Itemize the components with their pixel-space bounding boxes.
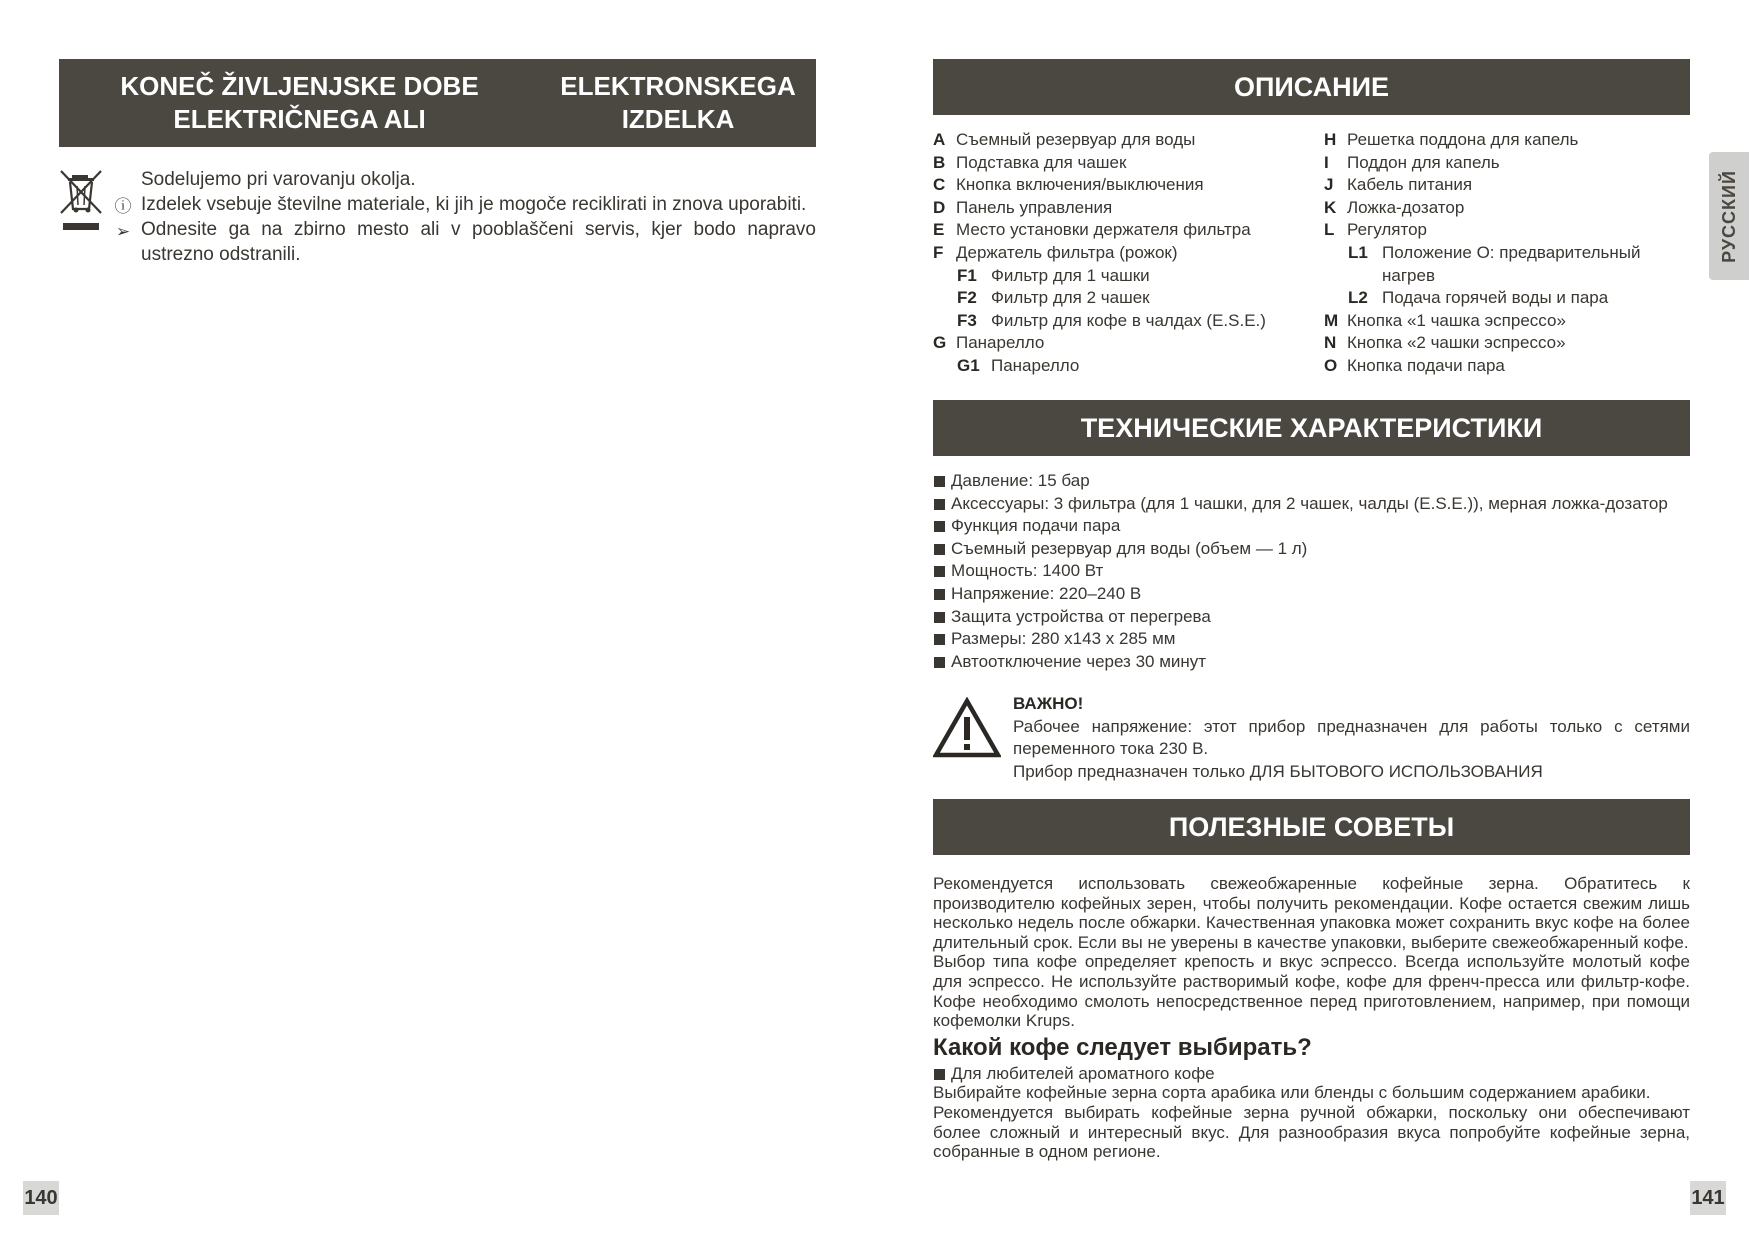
square-bullet-icon: [934, 476, 945, 487]
page-number-left: 140: [23, 1181, 59, 1215]
warning-line-2: Прибор предназначен только ДЛЯ БЫТОВОГО ИСПОЛЬЗОВАНИЯ: [1013, 761, 1543, 781]
item-letter: I: [1324, 152, 1329, 172]
item-letter: F2: [957, 288, 977, 308]
item-text: Фильтр для 1 чашки: [991, 265, 1150, 285]
item-letter: F: [933, 242, 944, 262]
list-item: [933, 493, 1690, 516]
spec-text: Автоотключение через 30 минут: [951, 651, 1207, 671]
item-text: Кнопка подачи пара: [1347, 355, 1505, 375]
item-letter: F1: [957, 265, 977, 285]
item-text: Кнопка «1 чашка эспрессо»: [1347, 310, 1566, 330]
item-letter: D: [933, 197, 946, 217]
item-text: Кнопка «2 чашки эспрессо»: [1347, 333, 1566, 353]
item-letter: L2: [1348, 288, 1368, 308]
item-text: Фильтр для кофе в чалдах (E.S.E.): [991, 310, 1266, 330]
description-heading: [933, 59, 1690, 115]
list-item: [933, 242, 1313, 265]
coffee-bullet-text: Для любителей ароматного кофе: [951, 1063, 1215, 1083]
tips-paragraph-2: Выбор типа кофе определяет крепость и вкус эспрессо. Всегда используйте молотый кофе для эспрессо. Не используйте растворимый кофе, кофе для френч-пресса или фильтр-кофе. Кофе необходимо смолоть непосредственное перед приготовлением, например, при помощи кофемолки Krups.: [933, 952, 1690, 1031]
item-letter: B: [933, 152, 946, 172]
item-text: Подставка для чашек: [956, 152, 1127, 172]
item-text: Кнопка включения/выключения: [956, 175, 1204, 195]
spec-text: Напряжение: 220–240 В: [951, 583, 1142, 603]
item-letter: A: [933, 130, 946, 149]
warning-triangle-icon: [933, 697, 1001, 759]
item-letter: L: [1324, 220, 1335, 240]
list-subitem: [933, 287, 1313, 310]
list-item: [1324, 152, 1690, 175]
warning-line-1: Рабочее напряжение: этот прибор предназначен для работы только с сетями переменного тока 230 В.: [1013, 716, 1690, 759]
item-text: Панель управления: [956, 197, 1113, 217]
item-letter: O: [1324, 355, 1338, 375]
item-text: Поддон для капель: [1347, 152, 1500, 172]
list-item: [933, 219, 1313, 242]
list-item: [1324, 174, 1690, 197]
coffee-choice-heading: Какой кофе следует выбирать?: [933, 1033, 1312, 1061]
tips-paragraph-1: Рекомендуется использовать свежеобжаренные кофейные зерна. Обратитесь к производителю кофейных зерен, чтобы получить рекомендации. Кофе остается свежим лишь несколько недель после обжарки. Качественная упаковка может сохранить вкус кофе на более длительный срок. Если вы не уверены в качестве упаковки, выберите свежеобжаренный кофе.: [933, 874, 1690, 952]
list-item: [933, 174, 1313, 197]
language-tab-label: РУССКИЙ: [1718, 169, 1739, 263]
eco-line: [59, 217, 816, 267]
eco-line-2: Izdelek vsebuje številne materiale, ki jih je mogoče reciklirati in znova uporabiti.: [141, 194, 807, 215]
square-bullet-icon: [934, 612, 945, 623]
square-bullet-icon: [934, 589, 945, 600]
item-text: Место установки держателя фильтра: [956, 220, 1251, 240]
item-text: Фильтр для 2 чашек: [991, 288, 1150, 308]
left-heading-line2: ELEKTRONSKEGA IZDELKA: [560, 71, 796, 134]
item-letter: C: [933, 175, 946, 195]
item-text: Съемный резервуар для воды: [956, 130, 1196, 149]
left-section-heading: [59, 59, 816, 147]
item-letter: H: [1324, 130, 1337, 149]
square-bullet-icon: [934, 566, 945, 577]
spec-text: Защита устройства от перегрева: [951, 606, 1211, 626]
list-item: [933, 129, 1313, 152]
eco-line: [59, 167, 816, 192]
spec-text: Аксессуары: 3 фильтра (для 1 чашки, для 2 чашек, чалды (E.S.E.)), мерная ложка-дозатор: [951, 493, 1668, 513]
item-letter: J: [1324, 175, 1334, 195]
item-text: Ложка-дозатор: [1347, 197, 1465, 217]
list-item: [933, 1064, 1690, 1084]
page-number-right: 141: [1690, 1181, 1726, 1215]
list-item: [1324, 310, 1690, 333]
item-letter: M: [1324, 310, 1339, 330]
list-subitem: [933, 310, 1313, 333]
square-bullet-icon: [934, 499, 945, 510]
list-item: [1324, 355, 1690, 378]
item-letter: E: [933, 220, 945, 240]
item-text: Держатель фильтра (рожок): [956, 242, 1178, 262]
list-item: [1324, 129, 1690, 152]
spec-text: Давление: 15 бар: [951, 471, 1090, 490]
item-text: Решетка поддона для капель: [1347, 130, 1579, 149]
warning-block: [933, 693, 1690, 783]
list-item: [933, 651, 1690, 674]
item-text: Панарелло: [956, 333, 1045, 353]
description-list-left: [933, 129, 1313, 378]
eco-line: [59, 192, 816, 217]
item-letter: G1: [957, 355, 980, 375]
list-item: [933, 332, 1313, 355]
list-item: [933, 583, 1690, 606]
tips-heading: [933, 799, 1690, 855]
spec-text: Размеры: 280 x143 x 285 мм: [951, 629, 1176, 649]
specs-heading-text: ТЕХНИЧЕСКИЕ ХАРАКТЕРИСТИКИ: [1080, 412, 1543, 443]
coffee-paragraph-2: Рекомендуется выбирать кофейные зерна ручной обжарки, поскольку они обеспечивают более сложный и интересный вкус. Для разнообразия вкуса попробуйте кофейные зерна, собранные в одном регионе.: [933, 1102, 1690, 1162]
list-item: [933, 515, 1690, 538]
item-letter: G: [933, 333, 947, 353]
item-letter: L1: [1348, 242, 1368, 262]
list-subitem: [933, 355, 1313, 378]
item-text: Панарелло: [991, 355, 1080, 375]
tips-section: [933, 874, 1690, 1162]
list-subitem: [1324, 287, 1690, 310]
square-bullet-icon: [934, 634, 945, 645]
list-item: [933, 152, 1313, 175]
list-item: [933, 538, 1690, 561]
spec-text: Функция подачи пара: [951, 516, 1121, 536]
list-item: [933, 470, 1690, 493]
list-item: [1324, 219, 1690, 242]
list-subitem: [933, 265, 1313, 288]
square-bullet-icon: [934, 1069, 945, 1080]
arrow-right-icon: ➢: [115, 222, 131, 241]
warning-text: [1013, 693, 1690, 783]
coffee-paragraph-1: Выбирайте кофейные зерна сорта арабика или бленды с большим содержанием арабики.: [933, 1083, 1651, 1103]
list-item: [933, 560, 1690, 583]
specs-list: [933, 470, 1690, 673]
spec-text: Мощность: 1400 Вт: [951, 561, 1104, 581]
spec-text: Съемный резервуар для воды (объем — 1 л): [951, 538, 1308, 558]
list-item: [933, 628, 1690, 651]
square-bullet-icon: [934, 544, 945, 555]
info-icon: ⓘ: [114, 197, 132, 216]
square-bullet-icon: [934, 657, 945, 668]
item-letter: K: [1324, 197, 1337, 217]
list-subitem: [1324, 242, 1690, 287]
item-text: Кабель питания: [1347, 175, 1473, 195]
eco-line-3: Odnesite ga na zbirno mesto ali v pooblaščeni servis, kjer bodo napravo ustrezno odstranili.: [141, 219, 816, 265]
item-letter: N: [1324, 333, 1337, 353]
recycling-block: [59, 167, 816, 267]
list-item: [1324, 332, 1690, 355]
item-text: Подача горячей воды и пара: [1382, 288, 1609, 308]
item-letter: F3: [957, 310, 977, 330]
square-bullet-icon: [934, 521, 945, 532]
list-item: [933, 197, 1313, 220]
language-tab: [1709, 152, 1749, 280]
specs-heading: [933, 400, 1690, 456]
list-item: [933, 606, 1690, 629]
warning-title: ВАЖНО!: [1013, 694, 1084, 713]
left-heading-line1: KONEČ ŽIVLJENJSKE DOBE ELEKTRIČNEGA ALI: [120, 71, 479, 134]
description-list-right: [1324, 129, 1690, 378]
description-heading-text: ОПИСАНИЕ: [1233, 71, 1390, 102]
item-text: Положение O: предварительный нагрев: [1382, 242, 1641, 285]
tips-heading-text: ПОЛЕЗНЫЕ СОВЕТЫ: [1168, 811, 1455, 842]
item-text: Регулятор: [1347, 220, 1428, 240]
list-item: [1324, 197, 1690, 220]
eco-line-1: Sodelujemo pri varovanju okolja.: [141, 169, 416, 190]
